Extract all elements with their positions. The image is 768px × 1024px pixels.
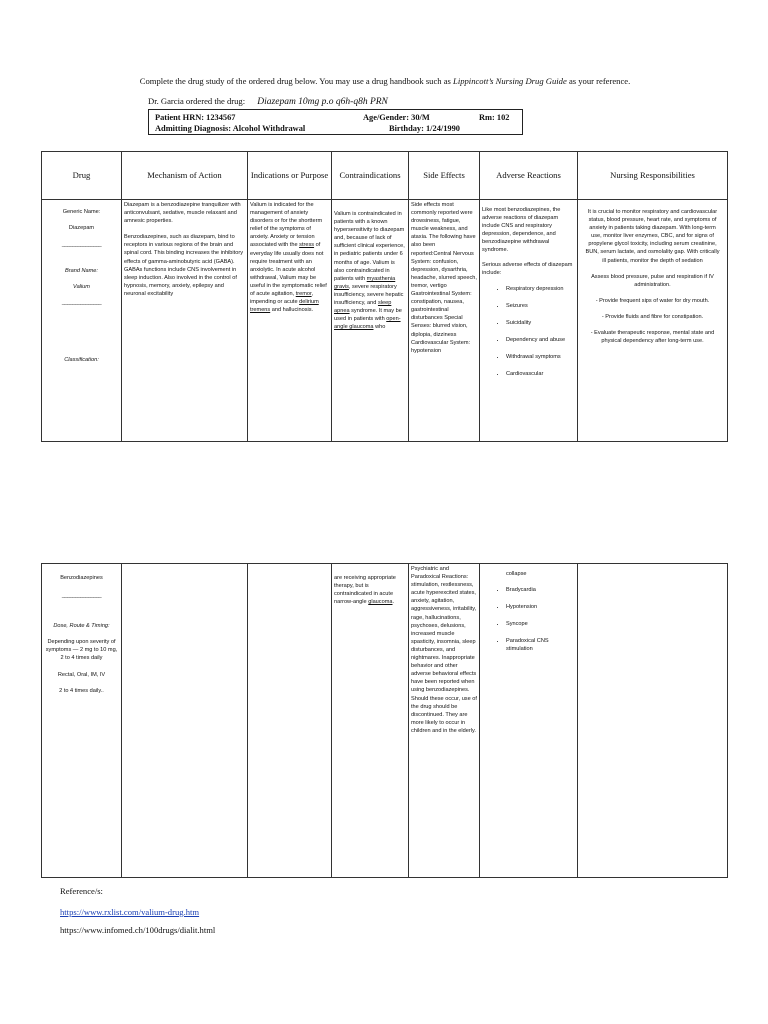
nursing-text: - Evaluate therapeutic response, mental state and physical dependency after long-term use. (590, 330, 715, 345)
col-header-mechanism: Mechanism of Action (122, 152, 248, 200)
side-effects-text: Psychiatric and Paradoxical Reactions: stimulation, restlessness, acute hyperexcited states, anxiety, agitation, aggressiveness, irritability, rage, hallucinations, psychoses, delusions, increased muscle spasticity, insomnia, sleep disturbances, and nightmares. Inappropriate behavior and other adverse behavioral effects have been reported when using benzodiazepines. Should these occur, use of the drug should be discontinued. They are more likely to occur in children and in the elderly. (411, 566, 477, 734)
mechanism-cell (122, 564, 248, 878)
patient-birthday: Birthday: 1/24/1990 (389, 124, 460, 133)
reference-link[interactable]: https://www.rxlist.com/valium-drug.htm (60, 907, 200, 917)
blank-line: _______________ (61, 242, 102, 249)
route-text: Rectal, Oral, IM, IV (57, 671, 106, 678)
references-label: Reference/s: (60, 886, 103, 896)
adverse-list (482, 586, 575, 653)
patient-age-gender: Age/Gender: 30/M (363, 113, 430, 122)
table-row (42, 200, 728, 442)
dose-label: Dose, Route & Timing: (53, 623, 110, 630)
blank-line: _______________ (61, 593, 102, 600)
indications-cell (248, 564, 332, 878)
patient-hrn: Patient HRN: 1234567 (155, 113, 236, 122)
dose-text: Depending upon severity of symptoms — 2 mg to 10 mg, 2 to 4 times daily (45, 639, 118, 662)
nursing-cell (578, 564, 728, 878)
brand-name: Valium (73, 284, 90, 291)
mechanism-cell (122, 200, 248, 442)
generic-label: Generic Name: (62, 209, 101, 215)
contraindications-text: are receiving appropriate therapy, but is contraindicated in acute narrow-angle glaucoma. (334, 575, 396, 606)
adverse-cell (480, 200, 578, 442)
blank-line: _______________ (61, 300, 102, 307)
drug-study-table (41, 151, 728, 442)
indications-text: Valium is indicated for the management of anxiety disorders or for the shortterm relief of the symptoms of anxiety. Anxiety or tension associated with the stress of everyday life usually does not require treatment with an anxiolytic. In acute alcohol withdrawal, Valium may be useful in the symptomatic relief of acute agitation, tremor, impending or acute delirium tremens and hallucinosis. (250, 202, 327, 314)
list-item: • Suicidality (506, 319, 575, 327)
adverse-list (482, 285, 575, 379)
nursing-text: - Provide frequent sips of water for dry mouth. (595, 297, 710, 304)
table-header-row (42, 152, 728, 200)
drug-study-table-continued (41, 563, 728, 878)
list-item: • Withdrawal symptoms (506, 353, 575, 361)
adverse-text: Like most benzodiazepines, the adverse reactions of diazepam include CNS and respiratory depression, dependence, and benzodiazepine withdrawal syndrome. (482, 207, 561, 254)
handbook-title: Lippincott’s Nursing Drug Guide (453, 76, 567, 86)
list-item: • Cardiovascular (506, 370, 575, 378)
classification-value: Benzodiazepines (60, 575, 103, 581)
side-effects-text: Side effects most commonly reported were drowsiness, fatigue, muscle weakness, and ataxia. The following have also been reported:Central Nervous System: confusion, depression, dysarthria, headache, slurred speech, tremor, vertigo Gastrointestinal System: constipation, nausea, gastrointestinal disturbances Special Senses: blurred vision, diplopia, dizziness Cardiovascular System: hypotension (411, 202, 477, 354)
drug-order (148, 96, 388, 107)
list-item: • Seizures (506, 302, 575, 310)
list-item: • Hypotension (506, 603, 575, 611)
side-effects-cell (409, 200, 480, 442)
contraindications-cell (332, 564, 409, 878)
patient-room: Rm: 102 (479, 113, 510, 122)
order-drug: Diazepam 10mg p.o q6h-q8h PRN (257, 97, 388, 107)
drug-cell (42, 200, 122, 442)
adverse-text: Serious adverse effects of diazepam include: (482, 261, 573, 276)
list-item: • Respiratory depression (506, 285, 575, 293)
reference-text: https://www.infomed.ch/100drugs/dialit.html (60, 925, 216, 935)
col-header-indications: Indications or Purpose (248, 152, 332, 200)
side-effects-cell (409, 564, 480, 878)
order-label: Dr. Garcia ordered the drug: (148, 96, 246, 106)
col-header-contraindications: Contraindications (332, 152, 409, 200)
contraindications-cell (332, 200, 409, 442)
col-header-side-effects: Side Effects (409, 152, 480, 200)
nursing-text: - Provide fluids and fibre for constipation. (601, 313, 704, 320)
patient-diagnosis: Admitting Diagnosis: Alcohol Withdrawal (155, 124, 306, 133)
nursing-text: It is crucial to monitor respiratory and cardiovascular status, blood pressure, heart rate, and symptoms of anxiety in patients taking diazepam. With long-term use, monitor liver enzymes, CBC, and for signs of propylene glycol toxicity, including serum creatinine, BUN, serum lactate, and osmolality gap. With critically ill patients, monitor the depth of sedation (585, 209, 720, 264)
nursing-cell (578, 200, 728, 442)
list-item: • Dependency and abuse (506, 336, 575, 344)
nursing-text: Assess blood pressure, pulse and respiration if IV administration. (591, 273, 714, 288)
indications-cell (248, 200, 332, 442)
instructions-text: Complete the drug study of the ordered drug below. You may use a drug handbook such as (139, 76, 451, 86)
instructions (40, 76, 730, 86)
classification-label: Classification: (64, 356, 99, 363)
col-header-adverse: Adverse Reactions (480, 152, 578, 200)
generic-name: Diazepam (68, 225, 95, 232)
mechanism-text: Benzodiazepines, such as diazepam, bind to receptors in various regions of the brain and spinal cord. This binding increases the inhibitory effects of gamma-aminobutyric acid (GABA). GABAs functions include CNS involvement in sleep induction. Also involved in the control of hypnosis, memory, anxiety, epilepsy and neuronal excitability (124, 234, 243, 297)
instructions-suffix: as your reference. (568, 76, 631, 86)
adverse-cell (480, 564, 578, 878)
col-header-nursing: Nursing Responsibilities (578, 152, 728, 200)
list-item: • Syncope (506, 620, 575, 628)
list-item: • Bradycardia (506, 586, 575, 594)
brand-label: Brand Name: (65, 268, 98, 275)
mechanism-text: Diazepam is a benzodiazepine tranquilizer with anticonvulsant, sedative, muscle relaxant and amnesic properties. (124, 202, 241, 225)
adverse-text: collapse (506, 571, 527, 577)
col-header-drug: Drug (42, 152, 122, 200)
table-row (42, 564, 728, 878)
contraindications-text: Valium is contraindicated in patients with a known hypersensitivity to diazepam and, because of lack of sufficient clinical experience, in pediatric patients under 6 months of age. Valium is also contraindicated in patients with myasthenia gravis, severe respiratory insufficiency, severe hepatic insufficiency, and sleep apnea syndrome. It may be used in patients with open-angle glaucoma who (334, 211, 405, 331)
list-item: • Paradoxical CNS stimulation (506, 637, 575, 653)
patient-box (148, 109, 523, 135)
drug-cell (42, 564, 122, 878)
timing-text: 2 to 4 times daily.. (59, 687, 104, 694)
